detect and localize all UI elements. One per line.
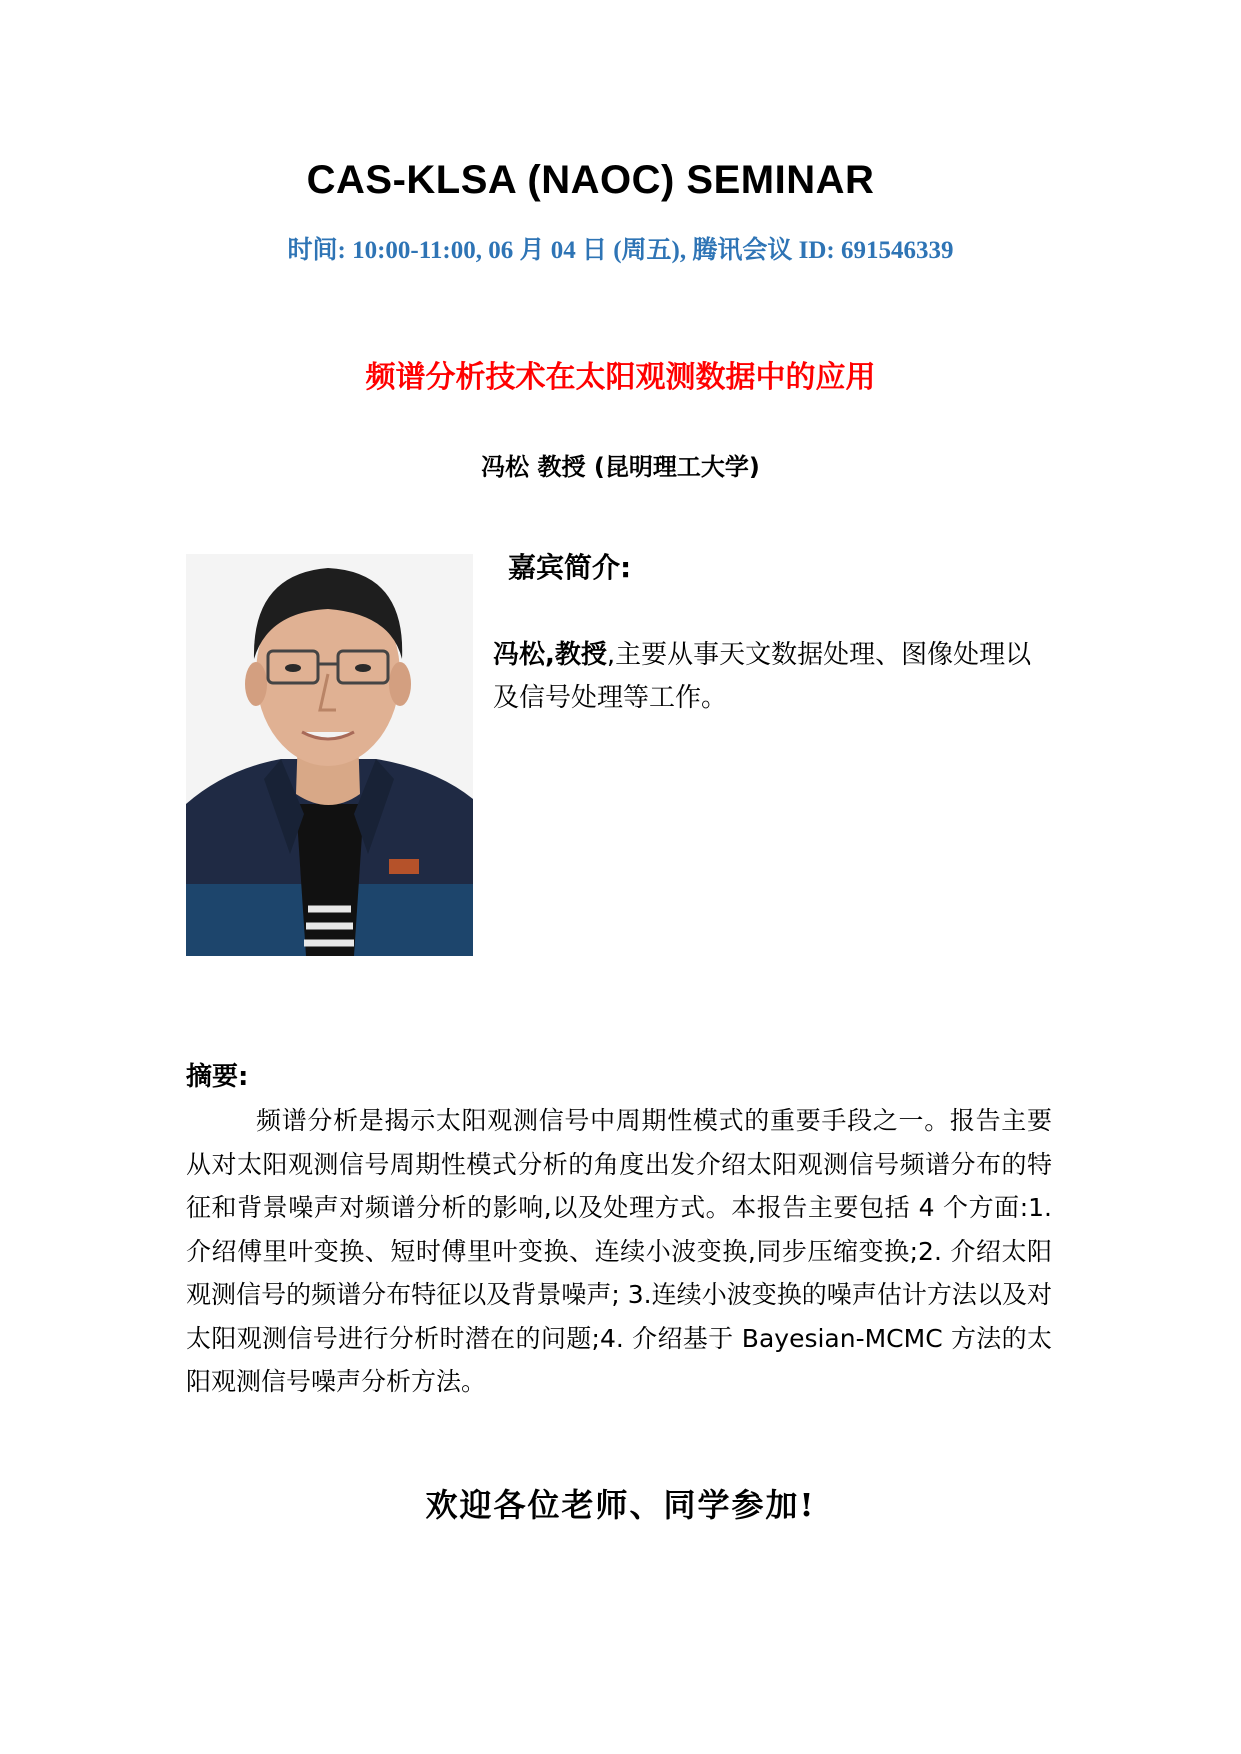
time-and-meeting-id: 时间: 10:00-11:00, 06 月 04 日 (周五), 腾讯会议 ID: 691546339	[287, 237, 954, 264]
speaker-photo	[186, 554, 473, 956]
bio-name: 冯松,教授	[493, 640, 607, 670]
bio-text	[493, 634, 1053, 720]
abstract-text: 频谱分析是揭示太阳观测信号中周期性模式的重要手段之一。报告主要从对太阳观测信号周期性模式分析的角度出发介绍太阳观测信号频谱分布的特征和背景噪声对频谱分析的影响,以及处理方式。本报告主要包括 4 个方面:1. 介绍傅里叶变换、短时傅里叶变换、连续小波变换,同步压缩变换;2. 介绍太阳观测信号的频谱分布特征以及背景噪声; 3.连续小波变换的噪声估计方法以及对太阳观测信号进行分析时潜在的问题;4. 介绍基于 Bayesian-MCMC 方法的太阳观测信号噪声分析方法。	[186, 1106, 1052, 1396]
abstract-heading: 摘要:	[186, 1062, 249, 1092]
welcome-message: 欢迎各位老师、同学参加!	[425, 1486, 816, 1524]
talk-title: 频谱分析技术在太阳观测数据中的应用	[365, 360, 876, 395]
speaker-name: 冯松 教授 (昆明理工大学)	[481, 453, 760, 481]
bio-heading: 嘉宾简介:	[508, 551, 632, 584]
seminar-title: CAS-KLSA (NAOC) SEMINAR	[306, 158, 875, 202]
bio-description: ,主要从事天文数据处理、图像处理以及信号处理等工作。	[493, 640, 1032, 713]
